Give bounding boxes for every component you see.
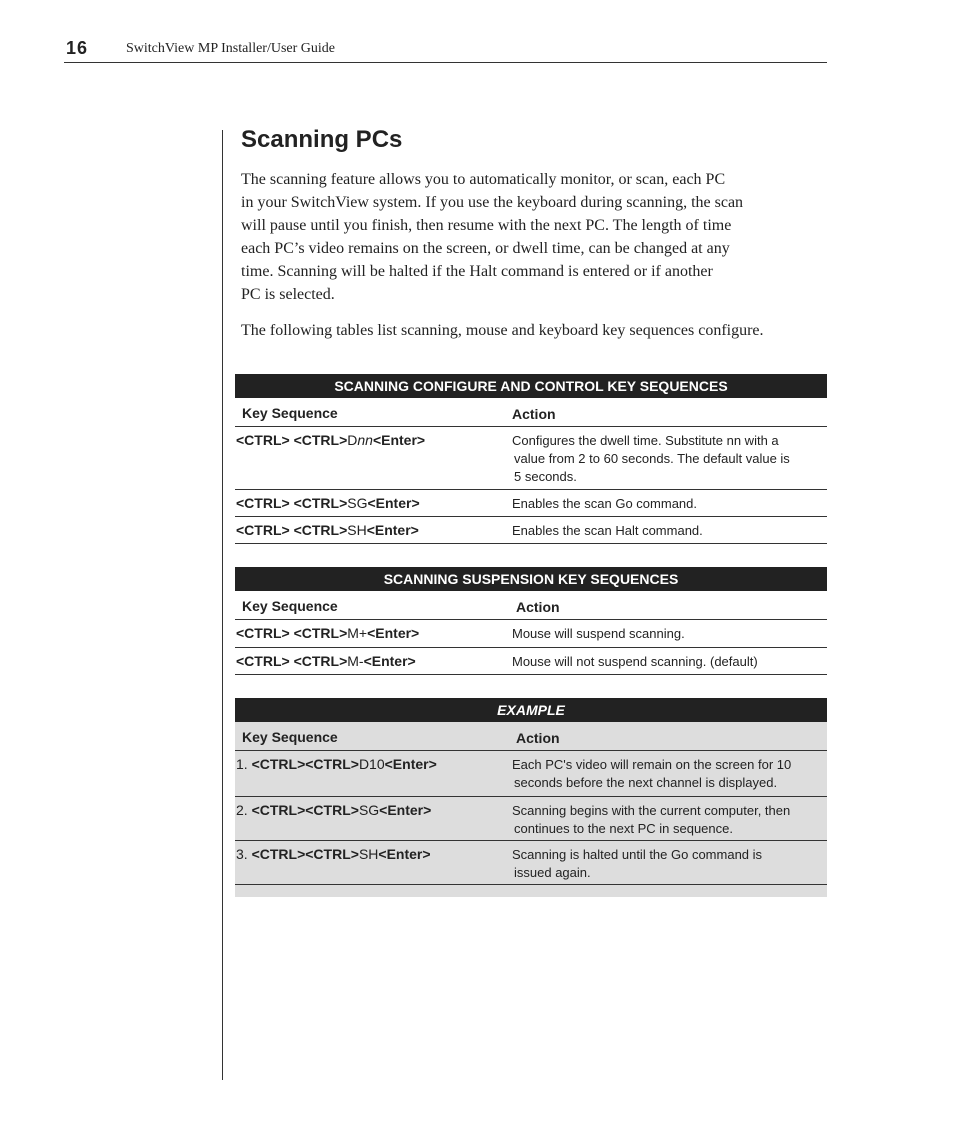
table-row [235, 841, 827, 885]
margin-rule [222, 130, 223, 1080]
key-sequence: <CTRL> <CTRL>SH<Enter> [236, 522, 419, 538]
table-row [235, 427, 827, 490]
key-sequence: <CTRL> <CTRL>M-<Enter> [236, 653, 416, 669]
page-number: 16 [66, 38, 89, 58]
table-row [235, 620, 827, 648]
table-header-row [235, 591, 827, 620]
tables-paragraph: The following tables list scanning, mouse and keyboard key sequences configure. [241, 322, 764, 339]
action-text: Enables the scan Halt command. [512, 523, 703, 538]
table-title: EXAMPLE [235, 698, 827, 722]
action-text: Scanning is halted until the Go command is issued again. [512, 847, 763, 880]
intro-paragraph [241, 168, 831, 306]
action-text: Configures the dwell time. Substitute nn with a value from 2 to 60 seconds. The default value is 5 seconds. [512, 433, 790, 484]
key-sequence-header: Key Sequence [242, 405, 338, 421]
action-text: Mouse will not suspend scanning. (default) [512, 654, 758, 669]
action-header: Action [516, 730, 560, 746]
section-title: Scanning PCs [241, 126, 403, 153]
action-text: Scanning begins with the current computer, then continues to the next PC in sequence. [512, 803, 791, 836]
scan-config-table [235, 374, 827, 544]
table-header-row [235, 398, 827, 427]
table-title: SCANNING CONFIGURE AND CONTROL KEY SEQUENCES [235, 374, 827, 398]
key-sequence-header: Key Sequence [242, 598, 338, 614]
intro-line: will pause until you finish, then resume with the next PC. The length of time [241, 217, 732, 234]
intro-line: PC is selected. [241, 286, 335, 303]
table-row [235, 490, 827, 517]
table-title: SCANNING SUSPENSION KEY SEQUENCES [235, 567, 827, 591]
scan-suspension-table [235, 567, 827, 675]
key-sequence: 2. <CTRL><CTRL>SG<Enter> [236, 802, 432, 818]
action-header: Action [516, 599, 560, 615]
action-text: Each PC's video will remain on the screen for 10 seconds before the next channel is displayed. [512, 757, 792, 790]
table-row [235, 751, 827, 797]
table-row [235, 648, 827, 675]
table-footer-band [235, 885, 827, 897]
key-sequence: <CTRL> <CTRL>M+<Enter> [236, 625, 420, 641]
table-header-row [235, 722, 827, 751]
example-table [235, 698, 827, 897]
key-sequence: 3. <CTRL><CTRL>SH<Enter> [236, 846, 431, 862]
intro-line: each PC’s video remains on the screen, or dwell time, can be changed at any [241, 240, 730, 257]
table-row [235, 797, 827, 841]
action-header: Action [512, 406, 556, 422]
intro-line: The scanning feature allows you to automatically monitor, or scan, each PC [241, 171, 726, 188]
key-sequence: 1. <CTRL><CTRL>D10<Enter> [236, 756, 437, 772]
page-header [64, 38, 827, 63]
running-title: SwitchView MP Installer/User Guide [126, 41, 335, 56]
action-text: Enables the scan Go command. [512, 496, 697, 511]
intro-line: time. Scanning will be halted if the Halt command is entered or if another [241, 263, 713, 280]
key-sequence-header: Key Sequence [242, 729, 338, 745]
key-sequence: <CTRL> <CTRL>SG<Enter> [236, 495, 420, 511]
action-text: Mouse will suspend scanning. [512, 626, 685, 641]
table-row [235, 517, 827, 544]
intro-line: in your SwitchView system. If you use the keyboard during scanning, the scan [241, 194, 744, 211]
key-sequence: <CTRL> <CTRL>Dnn<Enter> [236, 432, 426, 448]
